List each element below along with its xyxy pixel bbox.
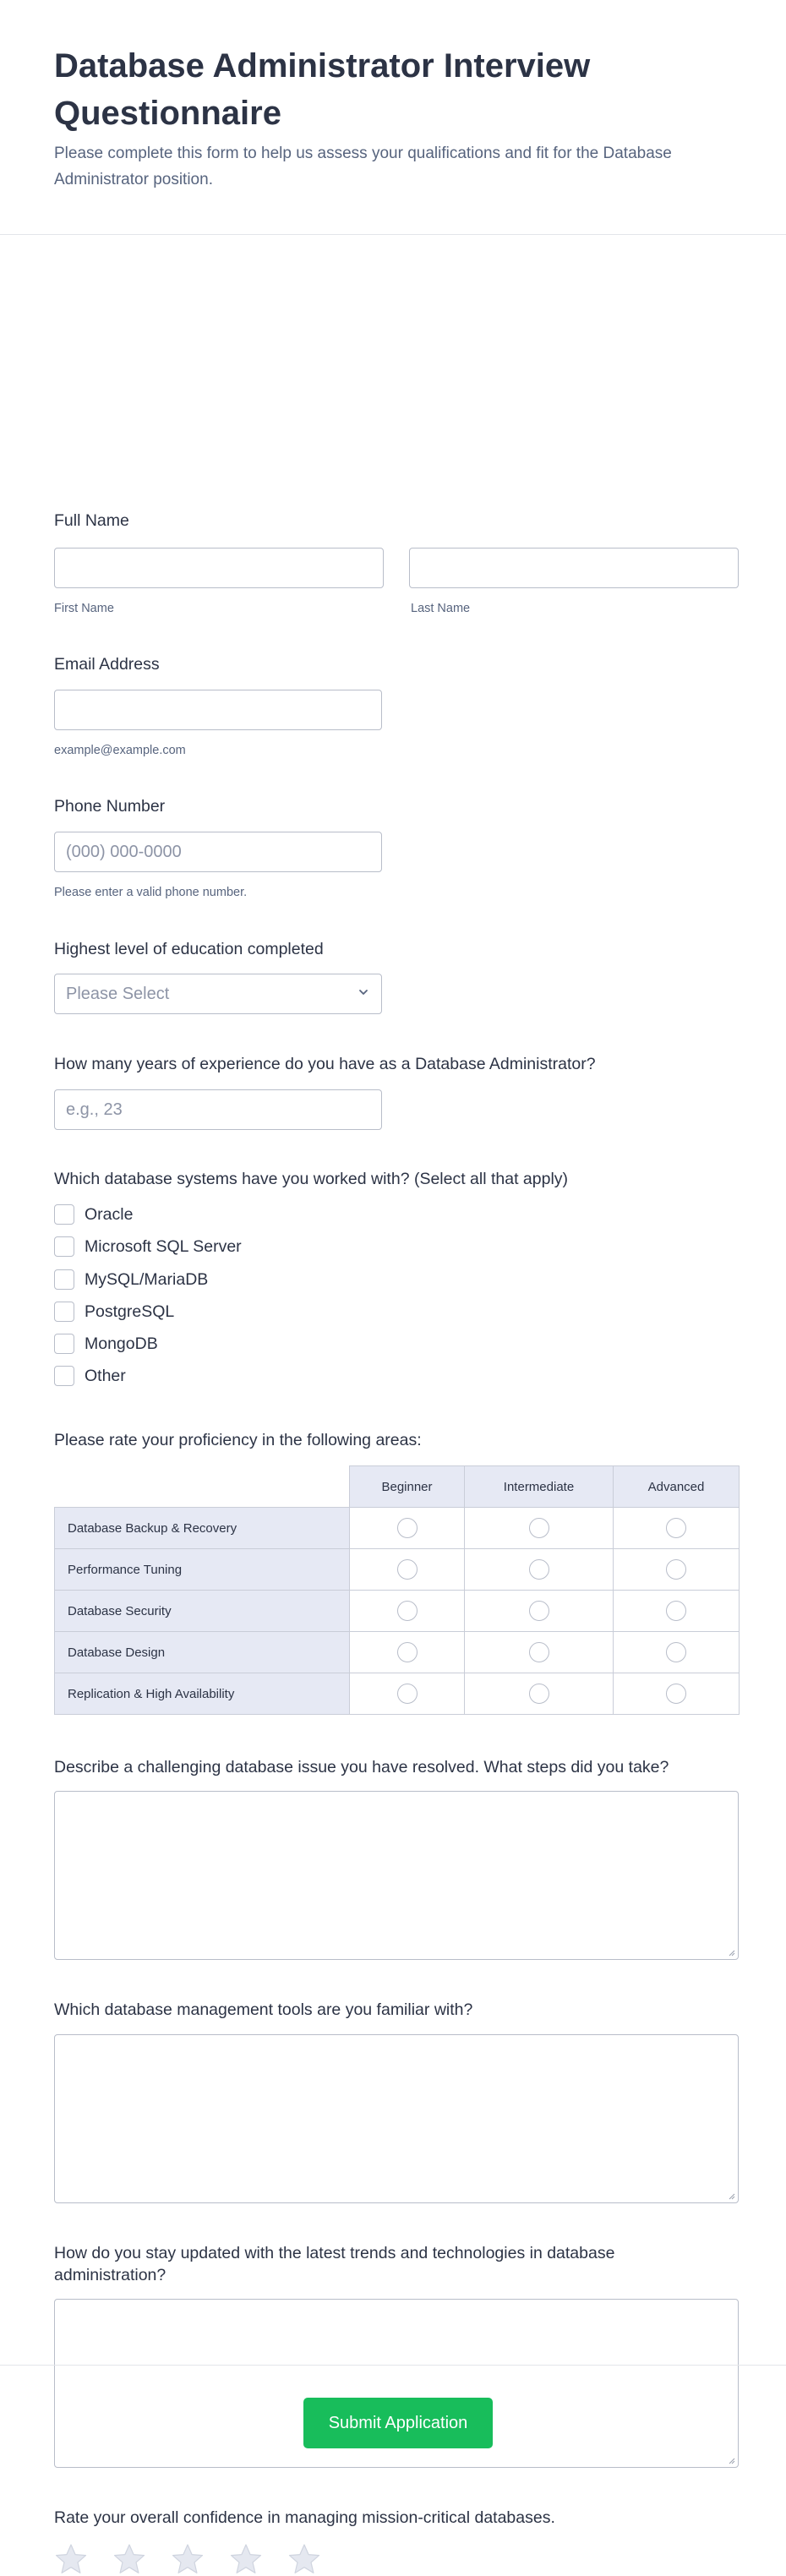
checkbox-postgresql[interactable]: [54, 1301, 174, 1323]
checkbox-other[interactable]: [54, 1365, 126, 1387]
radio-intermediate[interactable]: [529, 1642, 549, 1662]
tools-label: Which database management tools are you familiar with?: [54, 2000, 473, 2019]
matrix-column-header: Beginner: [350, 1466, 465, 1508]
checkbox-oracle[interactable]: [54, 1203, 133, 1225]
radio-beginner[interactable]: [397, 1559, 418, 1580]
checkbox-label: MongoDB: [85, 1334, 158, 1353]
radio-advanced[interactable]: [666, 1601, 686, 1621]
radio-beginner[interactable]: [397, 1601, 418, 1621]
challenge-textarea[interactable]: [54, 1791, 739, 1960]
challenge-label: Describe a challenging database issue you have resolved. What steps did you take?: [54, 1758, 669, 1776]
matrix-corner: [55, 1466, 350, 1508]
email-input[interactable]: [54, 690, 382, 730]
matrix-row: [55, 1549, 740, 1591]
last-name-input[interactable]: [409, 548, 739, 588]
matrix-column-header: Advanced: [614, 1466, 740, 1508]
checkbox-label: Oracle: [85, 1204, 134, 1224]
radio-intermediate[interactable]: [529, 1684, 549, 1704]
matrix-row: [55, 1508, 740, 1549]
db-systems-label: Which database systems have you worked with? (Select all that apply): [54, 1170, 569, 1188]
radio-advanced[interactable]: [666, 1518, 686, 1538]
matrix-row: [55, 1673, 740, 1715]
email-sublabel: example@example.com: [54, 744, 186, 757]
submit-button[interactable]: Submit Application: [303, 2398, 493, 2448]
star-icon[interactable]: [112, 2542, 146, 2576]
star-icon[interactable]: [229, 2542, 263, 2576]
star-icon[interactable]: [287, 2542, 321, 2576]
radio-beginner[interactable]: [397, 1642, 418, 1662]
education-label: Highest level of education completed: [54, 940, 324, 958]
chevron-down-icon: [358, 986, 369, 998]
radio-advanced[interactable]: [666, 1642, 686, 1662]
first-name-input[interactable]: [54, 548, 384, 588]
experience-label: How many years of experience do you have as a Database Administrator?: [54, 1055, 596, 1073]
radio-intermediate[interactable]: [529, 1601, 549, 1621]
radio-advanced[interactable]: [666, 1684, 686, 1704]
page-subtitle: Please complete this form to help us assess your qualifications and fit for the Database Administrator position.: [54, 145, 672, 188]
last-name-sublabel: Last Name: [411, 602, 471, 615]
checkbox-box[interactable]: [54, 1366, 74, 1386]
education-select-value: Please Select: [66, 985, 170, 1003]
trends-label: How do you stay updated with the latest trends and technologies in database administration?: [54, 2244, 615, 2284]
radio-intermediate[interactable]: [529, 1518, 549, 1538]
page-title: Database Administrator Interview Questionnaire: [54, 47, 591, 132]
matrix-row-label: Database Security: [55, 1591, 350, 1632]
matrix-row-label: Replication & High Availability: [55, 1673, 350, 1715]
matrix-column-header: Intermediate: [465, 1466, 614, 1508]
resize-grip-icon[interactable]: [728, 1949, 735, 1957]
phone-input[interactable]: [54, 832, 382, 872]
radio-beginner[interactable]: [397, 1518, 418, 1538]
form-header: [0, 0, 786, 235]
checkbox-box[interactable]: [54, 1334, 74, 1354]
radio-intermediate[interactable]: [529, 1559, 549, 1580]
checkbox-label: Other: [85, 1366, 126, 1385]
matrix-row-label: Performance Tuning: [55, 1549, 350, 1591]
resize-grip-icon[interactable]: [728, 2192, 735, 2200]
phone-label: Phone Number: [54, 797, 166, 816]
experience-input[interactable]: [54, 1089, 382, 1130]
star-icon[interactable]: [54, 2542, 88, 2576]
checkbox-box[interactable]: [54, 1269, 74, 1290]
proficiency-matrix: [54, 1465, 740, 1715]
matrix-row-label: Database Backup & Recovery: [55, 1508, 350, 1549]
checkbox-box[interactable]: [54, 1236, 74, 1257]
checkbox-sql-server[interactable]: [54, 1236, 242, 1258]
matrix-row: [55, 1591, 740, 1632]
proficiency-label: Please rate your proficiency in the following areas:: [54, 1431, 422, 1449]
checkbox-label: Microsoft SQL Server: [85, 1236, 242, 1256]
full-name-label: Full Name: [54, 511, 129, 530]
checkbox-box[interactable]: [54, 1204, 74, 1225]
checkbox-mongodb[interactable]: [54, 1333, 158, 1355]
star-icon[interactable]: [171, 2542, 205, 2576]
checkbox-label: MySQL/MariaDB: [85, 1269, 209, 1289]
confidence-label: Rate your overall confidence in managing mission-critical databases.: [54, 2508, 555, 2527]
radio-advanced[interactable]: [666, 1559, 686, 1580]
phone-sublabel: Please enter a valid phone number.: [54, 886, 248, 899]
email-label: Email Address: [54, 655, 160, 674]
form-footer: [0, 2365, 786, 2489]
first-name-sublabel: First Name: [54, 602, 114, 615]
radio-beginner[interactable]: [397, 1684, 418, 1704]
checkbox-mysql[interactable]: [54, 1269, 208, 1291]
tools-textarea[interactable]: [54, 2034, 739, 2203]
checkbox-box[interactable]: [54, 1302, 74, 1322]
star-rating: [54, 2542, 346, 2576]
education-select[interactable]: [54, 974, 382, 1014]
matrix-header-row: [55, 1466, 740, 1508]
matrix-row: [55, 1632, 740, 1673]
checkbox-label: PostgreSQL: [85, 1302, 175, 1321]
matrix-row-label: Database Design: [55, 1632, 350, 1673]
